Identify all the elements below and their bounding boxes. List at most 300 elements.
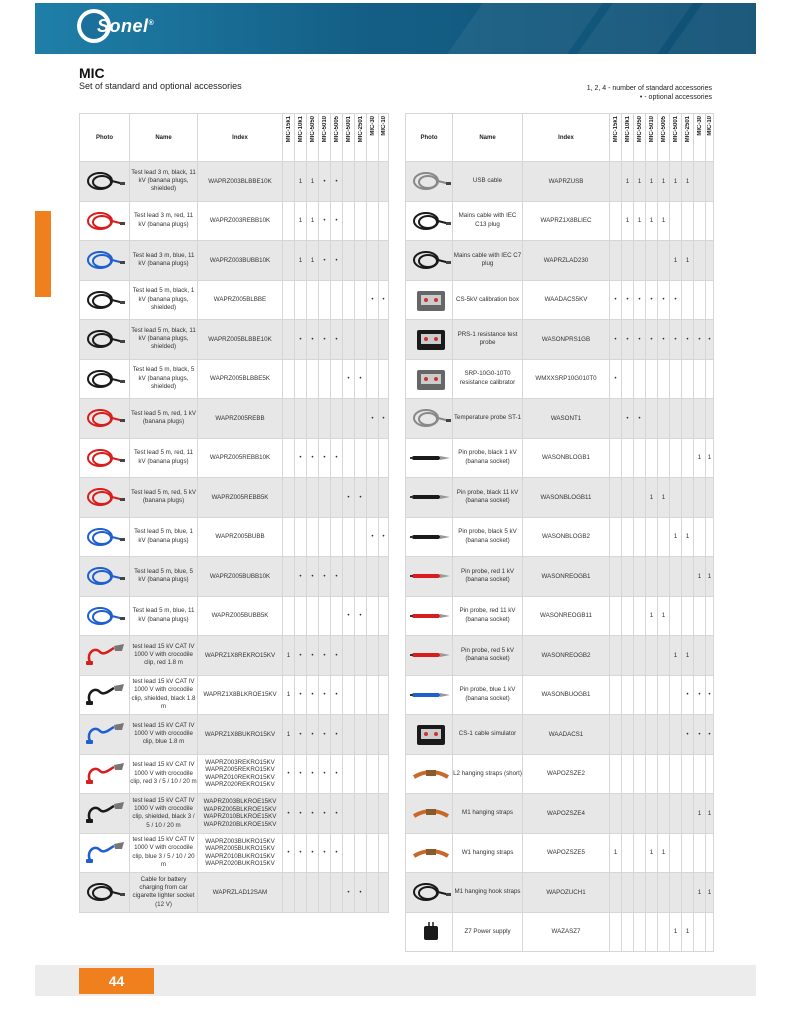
model-availability xyxy=(367,438,379,478)
table-row xyxy=(406,438,714,478)
model-availability xyxy=(706,280,714,320)
model-availability xyxy=(367,675,379,715)
model-availability xyxy=(610,873,622,913)
model-availability: • xyxy=(367,399,379,439)
model-availability xyxy=(634,478,646,518)
model-availability xyxy=(307,280,319,320)
model-availability xyxy=(682,754,694,794)
table-row xyxy=(406,320,714,360)
resistance-calibrator-icon xyxy=(410,366,452,393)
legend xyxy=(587,85,712,102)
black-probe-cable-icon xyxy=(84,287,126,314)
model-availability xyxy=(283,359,295,399)
model-availability xyxy=(622,715,634,755)
cable-simulator-icon xyxy=(410,721,452,748)
model-availability: • xyxy=(307,636,319,676)
table-row xyxy=(406,557,714,597)
model-availability: 1 xyxy=(670,912,682,952)
model-availability xyxy=(295,517,307,557)
model-availability: • xyxy=(319,636,331,676)
model-availability: • xyxy=(658,280,670,320)
product-index: WAPOZSZE5 xyxy=(523,833,610,873)
model-availability: • xyxy=(355,359,367,399)
model-availability xyxy=(706,833,714,873)
model-availability xyxy=(355,280,367,320)
model-availability: • xyxy=(319,438,331,478)
column-header-model xyxy=(658,114,670,162)
model-availability xyxy=(367,557,379,597)
model-availability xyxy=(610,438,622,478)
model-availability xyxy=(343,320,355,360)
product-index: WASONBLOGB2 xyxy=(523,517,610,557)
model-label: MIC-5010 xyxy=(321,116,328,143)
model-availability: 1 xyxy=(622,162,634,202)
product-name: Pin probe, blue 1 kV (banana socket) xyxy=(453,675,523,715)
model-availability xyxy=(307,873,319,913)
product-index: WASONPRS1GB xyxy=(523,320,610,360)
model-availability xyxy=(379,557,389,597)
model-availability xyxy=(307,596,319,636)
product-index: WAPRZ005BUBB xyxy=(198,517,283,557)
model-availability xyxy=(331,399,343,439)
product-index: WAPRZUSB xyxy=(523,162,610,202)
model-availability xyxy=(355,399,367,439)
product-name: test lead 15 kV CAT IV 1000 V with crocodile clip, shielded, black 1.8 m xyxy=(130,675,198,715)
model-availability xyxy=(706,912,714,952)
model-availability xyxy=(658,675,670,715)
model-availability xyxy=(283,596,295,636)
table-row xyxy=(80,320,389,360)
model-label: MIC-10 xyxy=(706,116,713,136)
model-availability xyxy=(283,241,295,281)
table-row xyxy=(80,399,389,439)
model-availability: • xyxy=(319,794,331,834)
model-availability xyxy=(355,517,367,557)
model-availability: • xyxy=(307,754,319,794)
model-availability xyxy=(283,517,295,557)
product-name: Test lead 5 m, blue, 11 kV (banana plugs) xyxy=(130,596,198,636)
product-name: Pin probe, red 5 kV (banana socket) xyxy=(453,636,523,676)
model-label: MIC-10 xyxy=(380,116,387,136)
model-availability: 1 xyxy=(283,636,295,676)
model-label: MIC-15k1 xyxy=(285,116,292,143)
model-availability xyxy=(610,715,622,755)
model-availability xyxy=(379,438,389,478)
product-photo xyxy=(80,675,130,715)
product-name: PRS-1 resistance test probe xyxy=(453,320,523,360)
model-availability xyxy=(355,162,367,202)
red-cable-icon xyxy=(84,405,126,432)
model-label: MIC-30 xyxy=(696,116,703,136)
model-availability xyxy=(646,675,658,715)
model-availability xyxy=(706,399,714,439)
model-availability: 1 xyxy=(670,241,682,281)
model-availability xyxy=(283,557,295,597)
model-label: MIC-30 xyxy=(369,116,376,136)
model-availability: • xyxy=(367,517,379,557)
model-availability xyxy=(367,478,379,518)
model-availability xyxy=(283,162,295,202)
model-label: MIC-2501 xyxy=(684,116,691,143)
model-availability xyxy=(634,359,646,399)
model-availability xyxy=(379,636,389,676)
column-header-model xyxy=(295,114,307,162)
model-availability xyxy=(706,596,714,636)
product-name: L2 hanging straps (short) xyxy=(453,754,523,794)
table-row xyxy=(80,833,389,873)
model-availability xyxy=(355,438,367,478)
product-photo xyxy=(406,438,453,478)
product-name: CS-5kV calibration box xyxy=(453,280,523,320)
product-name: Test lead 5 m, black, 5 kV (banana plugs, shielded) xyxy=(130,359,198,399)
model-availability xyxy=(355,794,367,834)
model-availability xyxy=(622,754,634,794)
model-availability: • xyxy=(343,596,355,636)
resistance-probe-icon xyxy=(410,326,452,353)
column-header-model xyxy=(283,114,295,162)
model-availability xyxy=(634,596,646,636)
product-name: Pin probe, red 11 kV (banana socket) xyxy=(453,596,523,636)
model-availability: 1 xyxy=(670,636,682,676)
model-availability xyxy=(343,675,355,715)
model-availability: • xyxy=(331,201,343,241)
model-availability: • xyxy=(634,320,646,360)
model-availability: • xyxy=(319,715,331,755)
model-availability: 1 xyxy=(694,557,706,597)
model-availability xyxy=(658,399,670,439)
product-photo xyxy=(80,517,130,557)
model-availability xyxy=(634,438,646,478)
black-probe-cable-icon xyxy=(84,366,126,393)
model-availability: 1 xyxy=(295,201,307,241)
page-number: 44 xyxy=(79,968,154,994)
column-header-model xyxy=(682,114,694,162)
red-pin-probe-icon xyxy=(410,563,452,590)
product-photo xyxy=(406,162,453,202)
model-label: MIC-5010 xyxy=(648,116,655,143)
model-availability: 1 xyxy=(622,201,634,241)
model-availability xyxy=(634,754,646,794)
model-availability: • xyxy=(634,399,646,439)
model-availability: • xyxy=(283,794,295,834)
model-availability xyxy=(307,517,319,557)
red-pin-probe-icon xyxy=(410,642,452,669)
product-index: WAPRZ003BLBBE10K xyxy=(198,162,283,202)
model-availability xyxy=(622,359,634,399)
black-cable-icon xyxy=(84,326,126,353)
model-availability xyxy=(610,636,622,676)
model-availability: 1 xyxy=(682,162,694,202)
product-name: Temperature probe ST-1 xyxy=(453,399,523,439)
model-availability xyxy=(355,201,367,241)
model-availability xyxy=(283,201,295,241)
model-availability xyxy=(622,596,634,636)
model-availability: • xyxy=(319,320,331,360)
column-header-name: Name xyxy=(453,114,523,162)
model-label: MIC-2501 xyxy=(357,116,364,143)
model-label: MIC-5050 xyxy=(636,116,643,143)
table-row xyxy=(80,162,389,202)
model-availability xyxy=(646,399,658,439)
product-name: Cable for battery charging from car cigarette lighter socket (12 V) xyxy=(130,873,198,913)
model-availability xyxy=(658,557,670,597)
model-availability xyxy=(670,201,682,241)
product-index: WAPRZ003REKRO15KV WAPRZ005REKRO15KV WAPRZ010REKRO15KV WAPRZ020REKRO15KV xyxy=(198,754,283,794)
model-availability xyxy=(622,636,634,676)
model-availability xyxy=(622,873,634,913)
model-availability: 1 xyxy=(694,438,706,478)
product-index: WAPRZ005REBB xyxy=(198,399,283,439)
product-name: Z7 Power supply xyxy=(453,912,523,952)
black-clip-lead-icon xyxy=(84,682,126,709)
model-availability: 1 xyxy=(295,241,307,281)
model-availability xyxy=(706,517,714,557)
model-availability xyxy=(367,162,379,202)
product-photo xyxy=(406,873,453,913)
product-photo xyxy=(406,241,453,281)
product-index: WAPRZ005REBB5K xyxy=(198,478,283,518)
product-index: WMXXSRP10G010T0 xyxy=(523,359,610,399)
model-availability xyxy=(355,754,367,794)
model-availability xyxy=(646,438,658,478)
model-availability xyxy=(694,478,706,518)
product-photo xyxy=(406,912,453,952)
table-row xyxy=(406,675,714,715)
side-tab-marker xyxy=(35,211,51,297)
model-availability: 1 xyxy=(682,912,694,952)
product-photo xyxy=(80,596,130,636)
sonel-logo xyxy=(77,8,154,44)
model-availability xyxy=(295,280,307,320)
model-availability xyxy=(283,873,295,913)
model-availability: • xyxy=(706,675,714,715)
model-availability xyxy=(670,596,682,636)
mains-cable-c7-icon xyxy=(410,247,452,274)
model-availability xyxy=(682,280,694,320)
column-header-index: Index xyxy=(523,114,610,162)
model-availability: 1 xyxy=(307,201,319,241)
product-name: Test lead 3 m, blue, 11 kV (banana plugs) xyxy=(130,241,198,281)
table-row xyxy=(80,478,389,518)
hanging-hook-icon xyxy=(410,879,452,906)
model-availability xyxy=(634,715,646,755)
model-availability: 1 xyxy=(307,241,319,281)
column-header-model xyxy=(367,114,379,162)
model-availability xyxy=(319,478,331,518)
product-photo xyxy=(406,794,453,834)
model-availability: • xyxy=(343,478,355,518)
column-header-model xyxy=(379,114,389,162)
model-availability: • xyxy=(331,675,343,715)
table-row xyxy=(406,399,714,439)
accessories-table-left xyxy=(79,113,389,913)
model-availability xyxy=(694,596,706,636)
model-availability xyxy=(379,754,389,794)
product-name: Test lead 5 m, black, 1 kV (banana plugs, shielded) xyxy=(130,280,198,320)
model-availability: 1 xyxy=(706,438,714,478)
product-photo xyxy=(406,478,453,518)
model-availability xyxy=(634,675,646,715)
model-availability xyxy=(670,754,682,794)
column-header-model xyxy=(622,114,634,162)
model-availability: 1 xyxy=(694,794,706,834)
model-availability xyxy=(622,517,634,557)
model-availability: • xyxy=(343,873,355,913)
product-index: WAPRZ003BUKRO15KV WAPRZ005BUKRO15KV WAPRZ010BUKRO15KV WAPRZ020BUKRO15KV xyxy=(198,833,283,873)
black-clip-lead-icon xyxy=(84,800,126,827)
product-index: WASONBLOGB1 xyxy=(523,438,610,478)
model-availability xyxy=(694,241,706,281)
model-availability: • xyxy=(355,478,367,518)
model-availability: • xyxy=(670,280,682,320)
column-header-model xyxy=(319,114,331,162)
product-index: WAPRZ1X8BLKROE15KV xyxy=(198,675,283,715)
model-availability: • xyxy=(331,320,343,360)
product-photo xyxy=(80,715,130,755)
model-availability xyxy=(610,794,622,834)
model-availability xyxy=(694,399,706,439)
model-availability xyxy=(622,675,634,715)
column-header-model xyxy=(307,114,319,162)
model-availability: 1 xyxy=(682,636,694,676)
model-availability: 1 xyxy=(646,478,658,518)
model-availability xyxy=(706,241,714,281)
model-availability xyxy=(670,359,682,399)
product-index: WAPRZ1X8REKRO15KV xyxy=(198,636,283,676)
model-availability xyxy=(634,912,646,952)
product-name: Test lead 5 m, red, 5 kV (banana plugs) xyxy=(130,478,198,518)
model-availability xyxy=(670,438,682,478)
model-availability xyxy=(379,833,389,873)
model-availability xyxy=(646,715,658,755)
red-clip-lead-icon xyxy=(84,642,126,669)
product-index: WASONBUOGB1 xyxy=(523,675,610,715)
product-photo xyxy=(406,557,453,597)
model-availability: • xyxy=(670,320,682,360)
model-availability xyxy=(319,517,331,557)
black-pin-probe-icon xyxy=(410,484,452,511)
accessories-table-right xyxy=(405,113,714,952)
model-availability xyxy=(670,715,682,755)
calibration-box-icon xyxy=(410,287,452,314)
black-pin-probe-icon xyxy=(410,445,452,472)
product-name: test lead 15 kV CAT IV 1000 V with crocodile clip, red 1.8 m xyxy=(130,636,198,676)
hanging-strap-m1-icon xyxy=(410,800,452,827)
model-availability xyxy=(622,794,634,834)
product-index: WASONREOGB2 xyxy=(523,636,610,676)
model-availability xyxy=(670,478,682,518)
model-availability xyxy=(379,320,389,360)
model-availability: 1 xyxy=(694,873,706,913)
table-row xyxy=(80,596,389,636)
table-row xyxy=(80,754,389,794)
model-availability xyxy=(670,399,682,439)
product-index: WAPRZ005BLBBE xyxy=(198,280,283,320)
model-availability: • xyxy=(706,715,714,755)
model-availability xyxy=(379,162,389,202)
product-name: Pin probe, black 5 kV (banana socket) xyxy=(453,517,523,557)
model-availability xyxy=(355,636,367,676)
model-availability xyxy=(331,596,343,636)
model-availability xyxy=(355,241,367,281)
model-availability xyxy=(694,201,706,241)
model-availability xyxy=(670,557,682,597)
model-availability: 1 xyxy=(670,162,682,202)
model-availability: • xyxy=(331,794,343,834)
product-name: Pin probe, red 1 kV (banana socket) xyxy=(453,557,523,597)
model-availability xyxy=(343,833,355,873)
model-availability: • xyxy=(283,754,295,794)
model-availability xyxy=(622,241,634,281)
product-index: WAPRZ003BUBB10K xyxy=(198,241,283,281)
model-availability: • xyxy=(694,715,706,755)
product-name: USB cable xyxy=(453,162,523,202)
model-availability: • xyxy=(355,596,367,636)
model-label: MIC-5050 xyxy=(309,116,316,143)
model-availability xyxy=(658,715,670,755)
model-availability: • xyxy=(694,675,706,715)
table-row xyxy=(80,241,389,281)
model-availability: • xyxy=(694,320,706,360)
model-availability xyxy=(622,438,634,478)
model-availability: 1 xyxy=(658,162,670,202)
black-pin-probe-icon xyxy=(410,524,452,551)
model-availability xyxy=(706,162,714,202)
product-photo xyxy=(80,478,130,518)
column-header-model xyxy=(331,114,343,162)
product-name: CS-1 cable simulator xyxy=(453,715,523,755)
model-availability xyxy=(295,359,307,399)
product-name: test lead 15 kV CAT IV 1000 V with crocodile clip, blue 1.8 m xyxy=(130,715,198,755)
model-availability: • xyxy=(622,280,634,320)
column-header-index: Index xyxy=(198,114,283,162)
model-availability xyxy=(682,873,694,913)
column-header-model xyxy=(343,114,355,162)
blue-clip-lead-icon xyxy=(84,840,126,867)
table-row xyxy=(406,636,714,676)
model-availability xyxy=(622,912,634,952)
model-availability xyxy=(295,873,307,913)
model-availability: • xyxy=(682,675,694,715)
product-index: WAZASZ7 xyxy=(523,912,610,952)
product-name: test lead 15 kV CAT IV 1000 V with crocodile clip, shielded, black 3 / 5 / 10 / 20 m xyxy=(130,794,198,834)
column-header-model xyxy=(646,114,658,162)
model-availability xyxy=(343,754,355,794)
model-availability xyxy=(634,794,646,834)
model-availability xyxy=(646,636,658,676)
model-availability: • xyxy=(682,715,694,755)
table-row xyxy=(80,201,389,241)
model-availability xyxy=(367,873,379,913)
model-availability xyxy=(343,280,355,320)
model-availability xyxy=(694,359,706,399)
model-availability xyxy=(283,320,295,360)
model-availability xyxy=(694,833,706,873)
model-availability xyxy=(610,162,622,202)
model-availability xyxy=(610,399,622,439)
model-availability xyxy=(283,280,295,320)
model-availability xyxy=(610,241,622,281)
product-photo xyxy=(80,557,130,597)
model-availability xyxy=(295,596,307,636)
product-name: SRP-10G0-10T0 resistance calibrator xyxy=(453,359,523,399)
model-availability xyxy=(658,912,670,952)
product-name: Test lead 5 m, black, 11 kV (banana plugs, shielded) xyxy=(130,320,198,360)
model-availability: • xyxy=(295,794,307,834)
model-availability xyxy=(658,241,670,281)
model-availability xyxy=(367,715,379,755)
model-availability: • xyxy=(319,675,331,715)
